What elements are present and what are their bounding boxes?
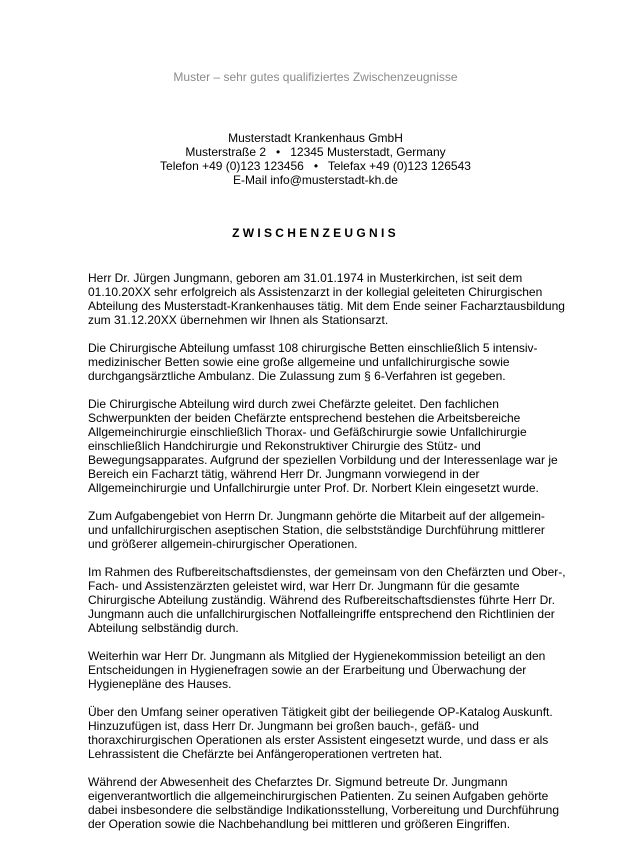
document-title: ZWISCHENZEUGNIS	[232, 226, 399, 240]
paragraph: Weiterhin war Herr Dr. Jungmann als Mitglied der Hygienekommission beteiligt an den Entscheidungen in Hygienefragen sowie an der Erarbeitung und Überwachung der Hygienepläne des Hauses.	[88, 649, 546, 691]
paragraph: Über den Umfang seiner operativen Tätigkeit gibt der beiliegende OP-Katalog Auskunft. Hinzuzufügen ist, dass Herr Dr. Jungmann bei großen bauch-, gefäß- und thoraxchirurgischen Operationen als erster Assistent eingesetzt wurde, und dass er als Lehrassistent die Chefärzte bei Anfängeroperationen vertreten hat.	[88, 705, 553, 761]
document-body	[88, 271, 568, 845]
letterhead	[0, 131, 631, 187]
paragraph: Im Rahmen des Rufbereitschaftsdienstes, der gemeinsam von den Chefärzten und Ober-, Fach- und Assistenzärzten geleistet wird, war Herr Dr. Jungmann für die gesamte Chirurgische Abteilung zuständig. Während des Rufbereitschaftsdienstes führte Herr Dr. Jungmann auch die unfallchirurgischen Notfalleingriffe entsprechend den Richtlinien der Abteilung selbständig durch.	[88, 565, 566, 635]
paragraph: Die Chirurgische Abteilung wird durch zwei Chefärzte geleitet. Den fachlichen Schwerpunkten der beiden Chefärzte entsprechend bestehen die Arbeitsbereiche Allgemeinchirurgie einschließlich Thorax- und Gefäßchirurgie sowie Unfallchirurgie einschließlich Handchirurgie und Rekonstruktiver Chirurgie des Stütz- und Bewegungsapparates. Aufgrund der speziellen Vorbildung und der Interessenlage war je Bereich ein Facharzt tätig, während Herr Dr. Jungmann vorwiegend in der Allgemeinchirurgie und Unfallchirurgie unter Prof. Dr. Norbert Klein eingesetzt wurde.	[88, 397, 558, 495]
paragraph: Herr Dr. Jürgen Jungmann, geboren am 31.01.1974 in Musterkirchen, ist seit dem 01.10.20XX sehr erfolgreich als Assistenzarzt in der kollegial geleiteten Chirurgischen Abteilung des Musterstadt-Krankenhauses tätig. Mit dem Ende seiner Facharztausbildung zum 31.12.20XX übernehmen wir Ihnen als Stationsarzt.	[88, 271, 565, 327]
company-address: Musterstraße 2 • 12345 Musterstadt, Germany	[185, 145, 446, 159]
company-email: E-Mail info@musterstadt-kh.de	[233, 173, 398, 187]
paragraph: Die Chirurgische Abteilung umfasst 108 chirurgische Betten einschließlich 5 intensiv-medizinischer Betten sowie eine große allgemeine und unfallchirurgische sowie durchgangsärztliche Ambulanz. Die Zulassung zum § 6-Verfahren ist gegeben.	[88, 341, 538, 383]
paragraph: Zum Aufgabengebiet von Herrn Dr. Jungmann gehörte die Mitarbeit auf der allgemein- und unfallchirurgischen aseptischen Station, die selbstständige Durchführung mittlerer und größerer allgemein-chirurgischer Operationen.	[88, 509, 545, 551]
company-name: Musterstadt Krankenhaus GmbH	[228, 131, 403, 145]
document-caption: Muster – sehr gutes qualifiziertes Zwischenzeugnisse	[173, 70, 458, 84]
paragraph: Während der Abwesenheit des Chefarztes Dr. Sigmund betreute Dr. Jungmann eigenverantwortlich die allgemeinchirurgischen Patienten. Zu seinen Aufgaben gehörte dabei insbesondere die selbständige Indikationsstellung, Vorbereitung und Durchführung der Operation sowie die Nachbehandlung bei mittleren und größeren Eingriffen.	[88, 775, 559, 831]
company-phone-fax: Telefon +49 (0)123 123456 • Telefax +49 (0)123 126543	[160, 159, 471, 173]
